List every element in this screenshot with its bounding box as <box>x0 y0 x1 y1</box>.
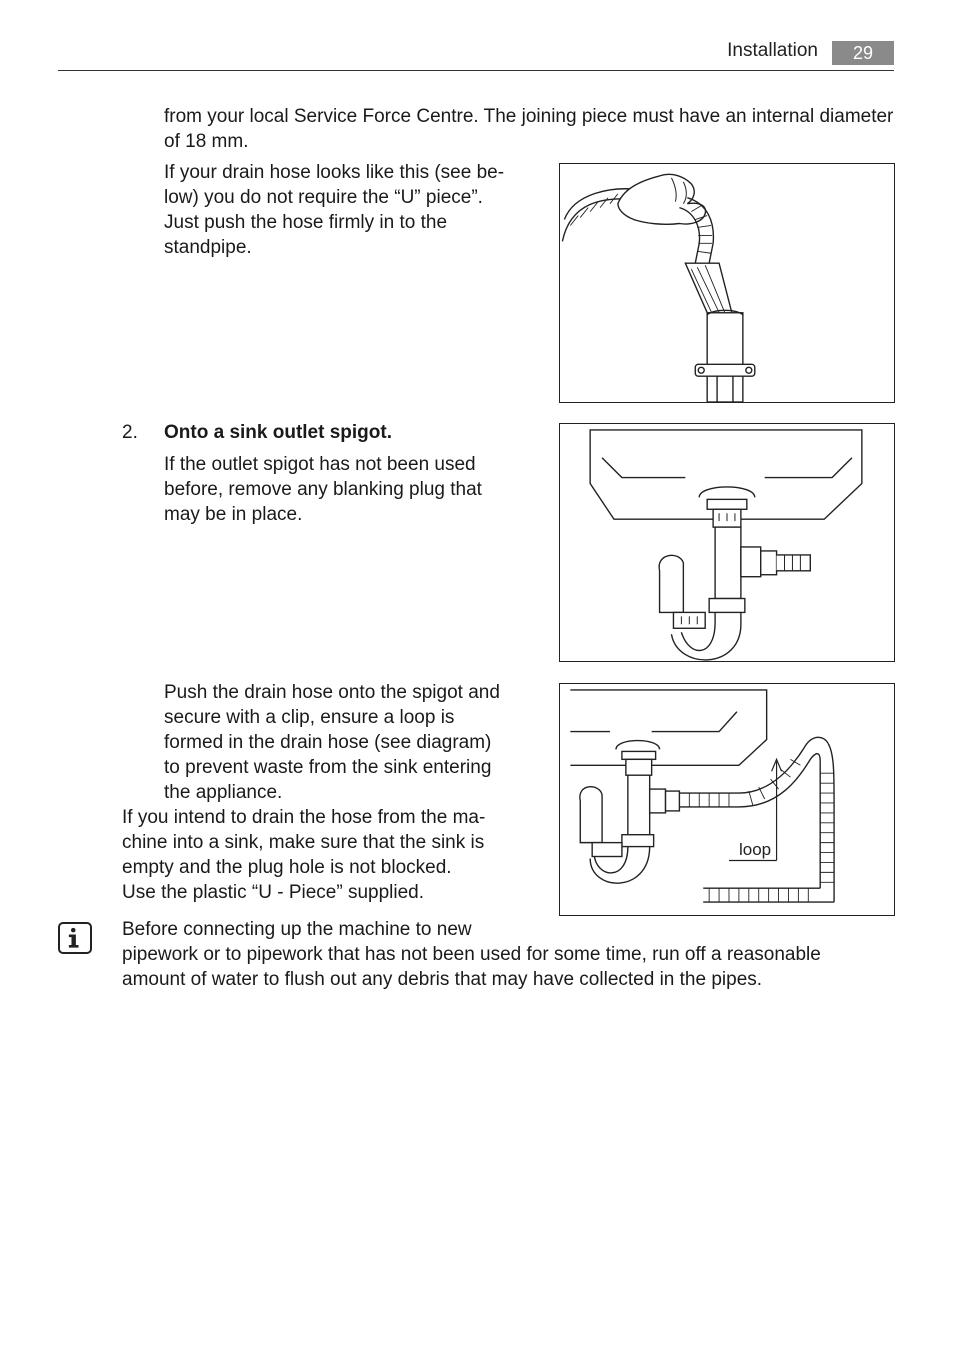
info-note-text: pipework or to pipework that has not been used for some time, run off a reasonable amount of water to flush out any debris that may have collected in the pipes. <box>122 944 821 990</box>
sink-drain-paragraph <box>122 805 517 905</box>
u-piece-text: Use the plastic “U - Piece” supplied. <box>122 882 425 903</box>
info-note <box>122 917 852 992</box>
header-divider <box>58 70 894 71</box>
loop-label: loop <box>739 840 772 859</box>
sink-drain-text: If you intend to drain the hose from the ma-chine into a sink, make sure that the sink is empty and the plug hole is not blocked. <box>122 807 486 878</box>
info-icon <box>58 922 92 954</box>
spigot-paragraph: If the outlet spigot has not been used before, remove any blanking plug that may be in place. <box>164 454 482 525</box>
list-item-title: Onto a sink outlet spigot. <box>164 422 392 443</box>
standpipe-illustration <box>559 163 895 403</box>
page-number-badge: 29 <box>832 41 894 65</box>
info-note-line-1: Before connecting up the machine to new <box>122 919 472 940</box>
hose-paragraph: If your drain hose looks like this (see be-low) you do not require the “U” piece”. Just push the hose firmly in to the standpipe. <box>164 162 505 258</box>
hose-loop-illustration <box>559 683 895 916</box>
list-item-number: 2. <box>122 422 138 443</box>
intro-paragraph: from your local Service Force Centre. The joining piece must have an internal diameter of 18 mm. <box>164 106 894 152</box>
sink-spigot-illustration <box>559 423 895 662</box>
section-title: Installation <box>727 40 818 61</box>
push-hose-paragraph: Push the drain hose onto the spigot and secure with a clip, ensure a loop is formed in the drain hose (see diagram) to prevent waste from the sink entering the appliance. <box>164 682 500 803</box>
